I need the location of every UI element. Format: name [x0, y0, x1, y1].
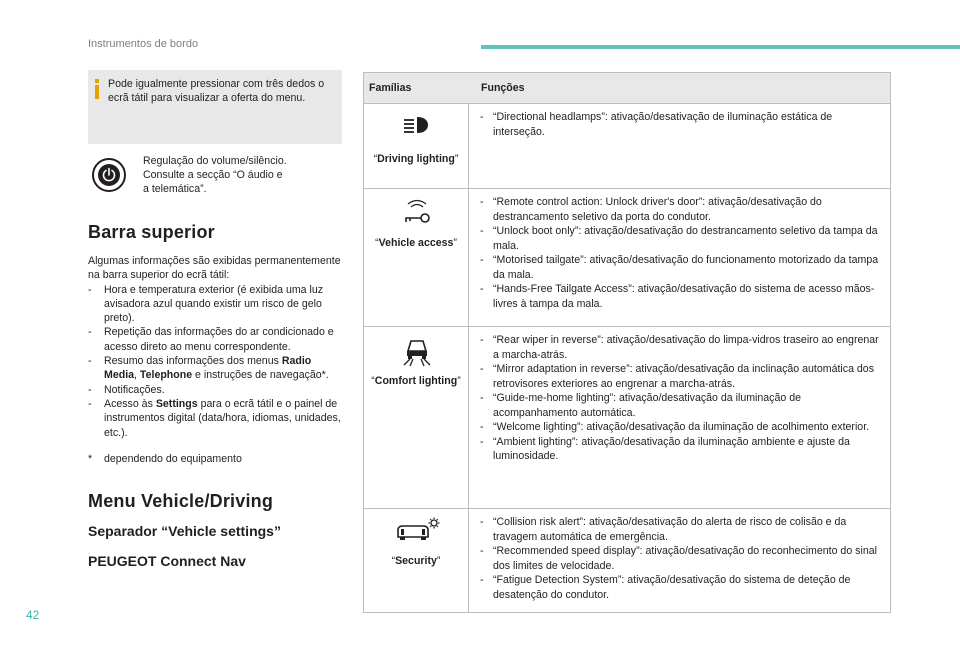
barra-superior-title: Barra superior [88, 222, 215, 242]
table-header [364, 73, 890, 104]
barra-superior-list [88, 283, 342, 440]
menu-vehicle-driving-title: Menu Vehicle/Driving [88, 490, 274, 511]
separator-vehicle-settings: Separador “Vehicle settings” [88, 522, 281, 539]
family-label: “Security” [391, 555, 441, 567]
left-column [88, 70, 342, 569]
list-item: - “Hands-Free Tailgate Access”: ativação/desativação do sistema de acesso mãos-livres à tampa da mala. [480, 283, 875, 310]
headlamp-icon [402, 114, 430, 136]
barra-superior-intro: Algumas informações são exibidas permanentemente na barra superior do ecrã tátil: [88, 255, 341, 282]
header-accent-bar [481, 45, 960, 49]
header-title: Instrumentos de bordo [88, 38, 199, 50]
table-row [364, 104, 890, 189]
list-item: - “Remote control action: Unlock driver's door”: ativação/desativação do destrancamento seletivo da porta do condutor. [480, 196, 822, 223]
list-item: - “Directional headlamps”: ativação/desativação de iluminação estática de interseção. [480, 111, 833, 138]
header-families: Famílias [369, 82, 412, 94]
list-item: - “Collision risk alert”: ativação/desativação do alerta de risco de colisão e da travagem automática de emergência. [480, 516, 847, 543]
list-item: - “Welcome lighting”: ativação/desativação da iluminação de acolhimento exterior. [480, 421, 870, 433]
list-item: - Hora e temperatura exterior (é exibida uma luz avisadora azul quando existir um risco de gelo preto). [88, 283, 324, 325]
note-box [88, 70, 342, 144]
list-item: - “Fatigue Detection System”: ativação/desativação do sistema de deteção de desatenção do condutor. [480, 574, 851, 601]
family-label: “Driving lighting” [373, 153, 459, 165]
table-row [364, 509, 890, 613]
list-item: - “Unlock boot only”: ativação/desativação do destrancamento seletivo da tampa da mala. [480, 225, 878, 252]
list-item: - Acesso às Settings para o ecrã tátil e o painel de instrumentos digital (data/hora, idiomas, unidades, etc.). [88, 397, 341, 439]
key-icon [400, 199, 434, 227]
table-row [364, 327, 890, 509]
list-item: - “Guide-me-home lighting”: ativação/desativação da iluminação de acompanhamento automática. [480, 392, 801, 419]
car-security-icon [394, 517, 440, 543]
info-icon [94, 79, 100, 99]
peugeot-connect-nav: PEUGEOT Connect Nav [88, 552, 246, 569]
page-number: 42 [26, 608, 40, 622]
power-icon [92, 158, 126, 192]
functions-table [363, 72, 891, 613]
car-lights-icon [400, 335, 434, 367]
volume-text: Regulação do volume/silêncio. Consulte a secção “O áudio e a telemática”. [143, 155, 287, 195]
list-item: - Resumo das informações dos menus Radio Media, Telephone e instruções de navegação*. [88, 355, 329, 382]
list-item: - “Ambient lighting”: ativação/desativação da iluminação ambiente e ajuste da luminosidade. [480, 435, 850, 462]
table-row [364, 189, 890, 327]
family-label: “Vehicle access” [375, 237, 457, 249]
list-item: - “Recommended speed display”: ativação/desativação do reconhecimento do sinal dos limites de velocidade. [480, 545, 877, 572]
list-item: - Repetição das informações do ar condicionado e acesso direto ao menu correspondente. [88, 326, 334, 353]
list-item: - “Mirror adaptation in reverse”: ativação/desativação da inclinação automática dos retrovisores exteriores ao engrenar a marcha-atrás. [480, 363, 874, 390]
footnote: * dependendo do equipamento [88, 452, 242, 465]
family-label: “Comfort lighting” [371, 375, 461, 387]
header-functions: Funções [481, 82, 525, 94]
list-item: - “Motorised tailgate”: ativação/desativação do funcionamento motorizado da tampa da mala. [480, 254, 879, 281]
volume-row [88, 152, 342, 210]
list-item: - “Rear wiper in reverse”: ativação/desativação do limpa-vidros traseiro ao engrenar a marcha-atrás. [480, 334, 879, 361]
note-text: Pode igualmente pressionar com três dedos o ecrã tátil para visualizar a oferta do menu. [108, 78, 325, 104]
list-item: - Notificações. [88, 383, 165, 396]
